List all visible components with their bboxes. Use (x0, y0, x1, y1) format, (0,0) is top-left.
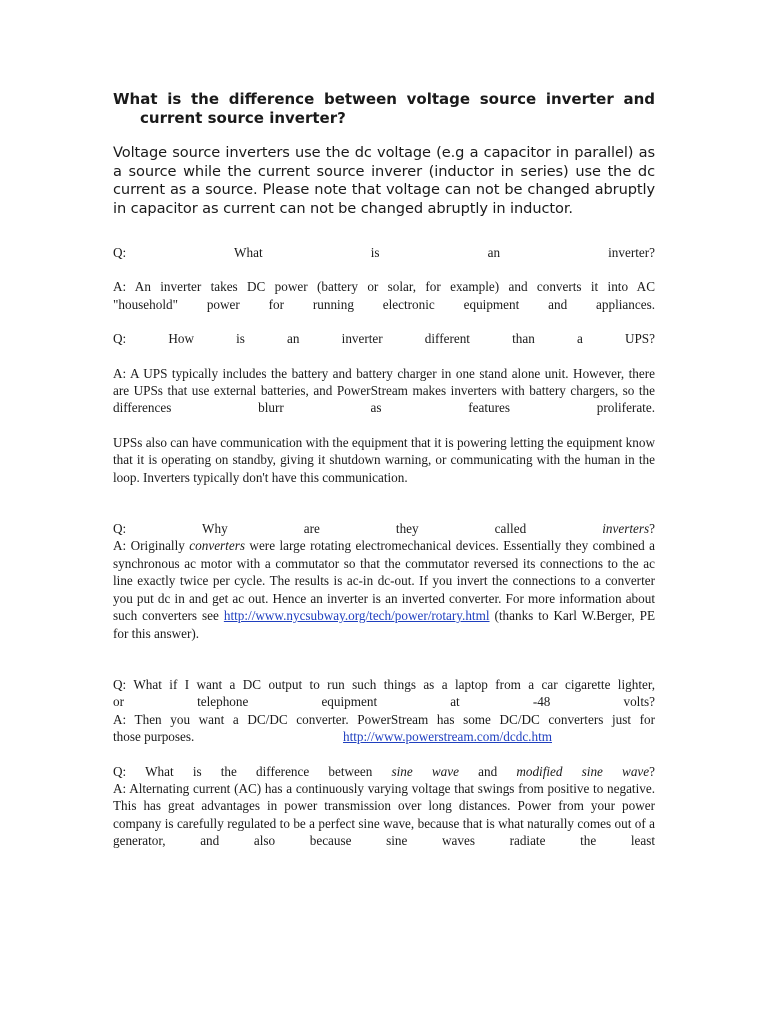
answer-dc-output-line2: those purposes. http://www.powerstream.com/dcdc.htm (113, 729, 552, 745)
document-page (113, 90, 655, 850)
term-modified-sine-wave: modified sine wave (516, 763, 650, 779)
intro-paragraph: Voltage source inverters use the dc voltage (e.g a capacitor in parallel) as a source while the current source inverer (inductor in series) use the dc current as a source. Please note that voltage can not be changed abruptly in capacitor as current can not be changed abruptly in inductor. (113, 144, 655, 217)
answer-ups: A: A UPS typically includes the battery and battery charger in one stand alone unit. However, there are UPSs that use external batteries, and PowerStream makes inverters with battery chargers, so the differences blurr as features proliferate. (113, 365, 655, 416)
question-inverter: Q: What is an inverter? (113, 245, 655, 260)
answer-sine-wave: A: Alternating current (AC) has a continuously varying voltage that swings from positive to negative. This has great advantages in power transmission over long distances. Power from your power company is carefully regulated to be a perfect sine wave, because that is what naturally comes out of a generator, and also because sine waves radiate the least (113, 780, 655, 849)
answer-inverter-line2: "household" power for running electronic equipment and appliances. (113, 296, 655, 312)
question-dc-output-line1: Q: What if I want a DC output to run such things as a laptop from a car cigarette lighter, (113, 676, 655, 692)
dcdc-link[interactable]: http://www.powerstream.com/dcdc.htm (343, 729, 552, 745)
page-title: What is the difference between voltage source inverter and current source inverter? (113, 90, 655, 127)
ups-communication-paragraph: UPSs also can have communication with the equipment that it is powering letting the equipment know that it is operating on standby, giving it shutdown warning, or communicating with the human in the loop. Inverters typically don't have this communication. (113, 434, 655, 485)
answer-why-inverters: A: Originally converters were large rotating electromechanical devices. Essentially they combined a synchronous ac motor with a commutator so that the commutator reversed its connections to the ac line exactly twice per cycle. The results is ac-in dc-out. If you invert the connections to a converter you put dc in and get ac out. Hence an inverter is an inverted converter. For more information about such converters see http://www.nycsubway.org/tech/power/rotary.html (thanks to Karl W.Berger, PE for this answer). (113, 538, 655, 641)
question-why-inverters: Q: Why are they called inverters? (113, 521, 655, 537)
term-sine-wave: sine wave (391, 763, 459, 779)
question-sine-wave: Q: What is the difference between sine wave and modified sine wave? (113, 763, 655, 779)
rotary-converter-link[interactable]: http://www.nycsubway.org/tech/power/rotary.html (223, 608, 490, 624)
question-dc-output-line2: or telephone equipment at -48 volts? (113, 694, 655, 710)
answer-dc-output-line1: A: Then you want a DC/DC converter. PowerStream has some DC/DC converters just for (113, 711, 655, 727)
question-ups: Q: How is an inverter different than a UPS? (113, 331, 655, 347)
term-inverters: inverters (602, 521, 650, 537)
answer-inverter-line1: A: An inverter takes DC power (battery or solar, for example) and converts it into AC (113, 279, 655, 295)
term-converters: converters (189, 538, 245, 554)
